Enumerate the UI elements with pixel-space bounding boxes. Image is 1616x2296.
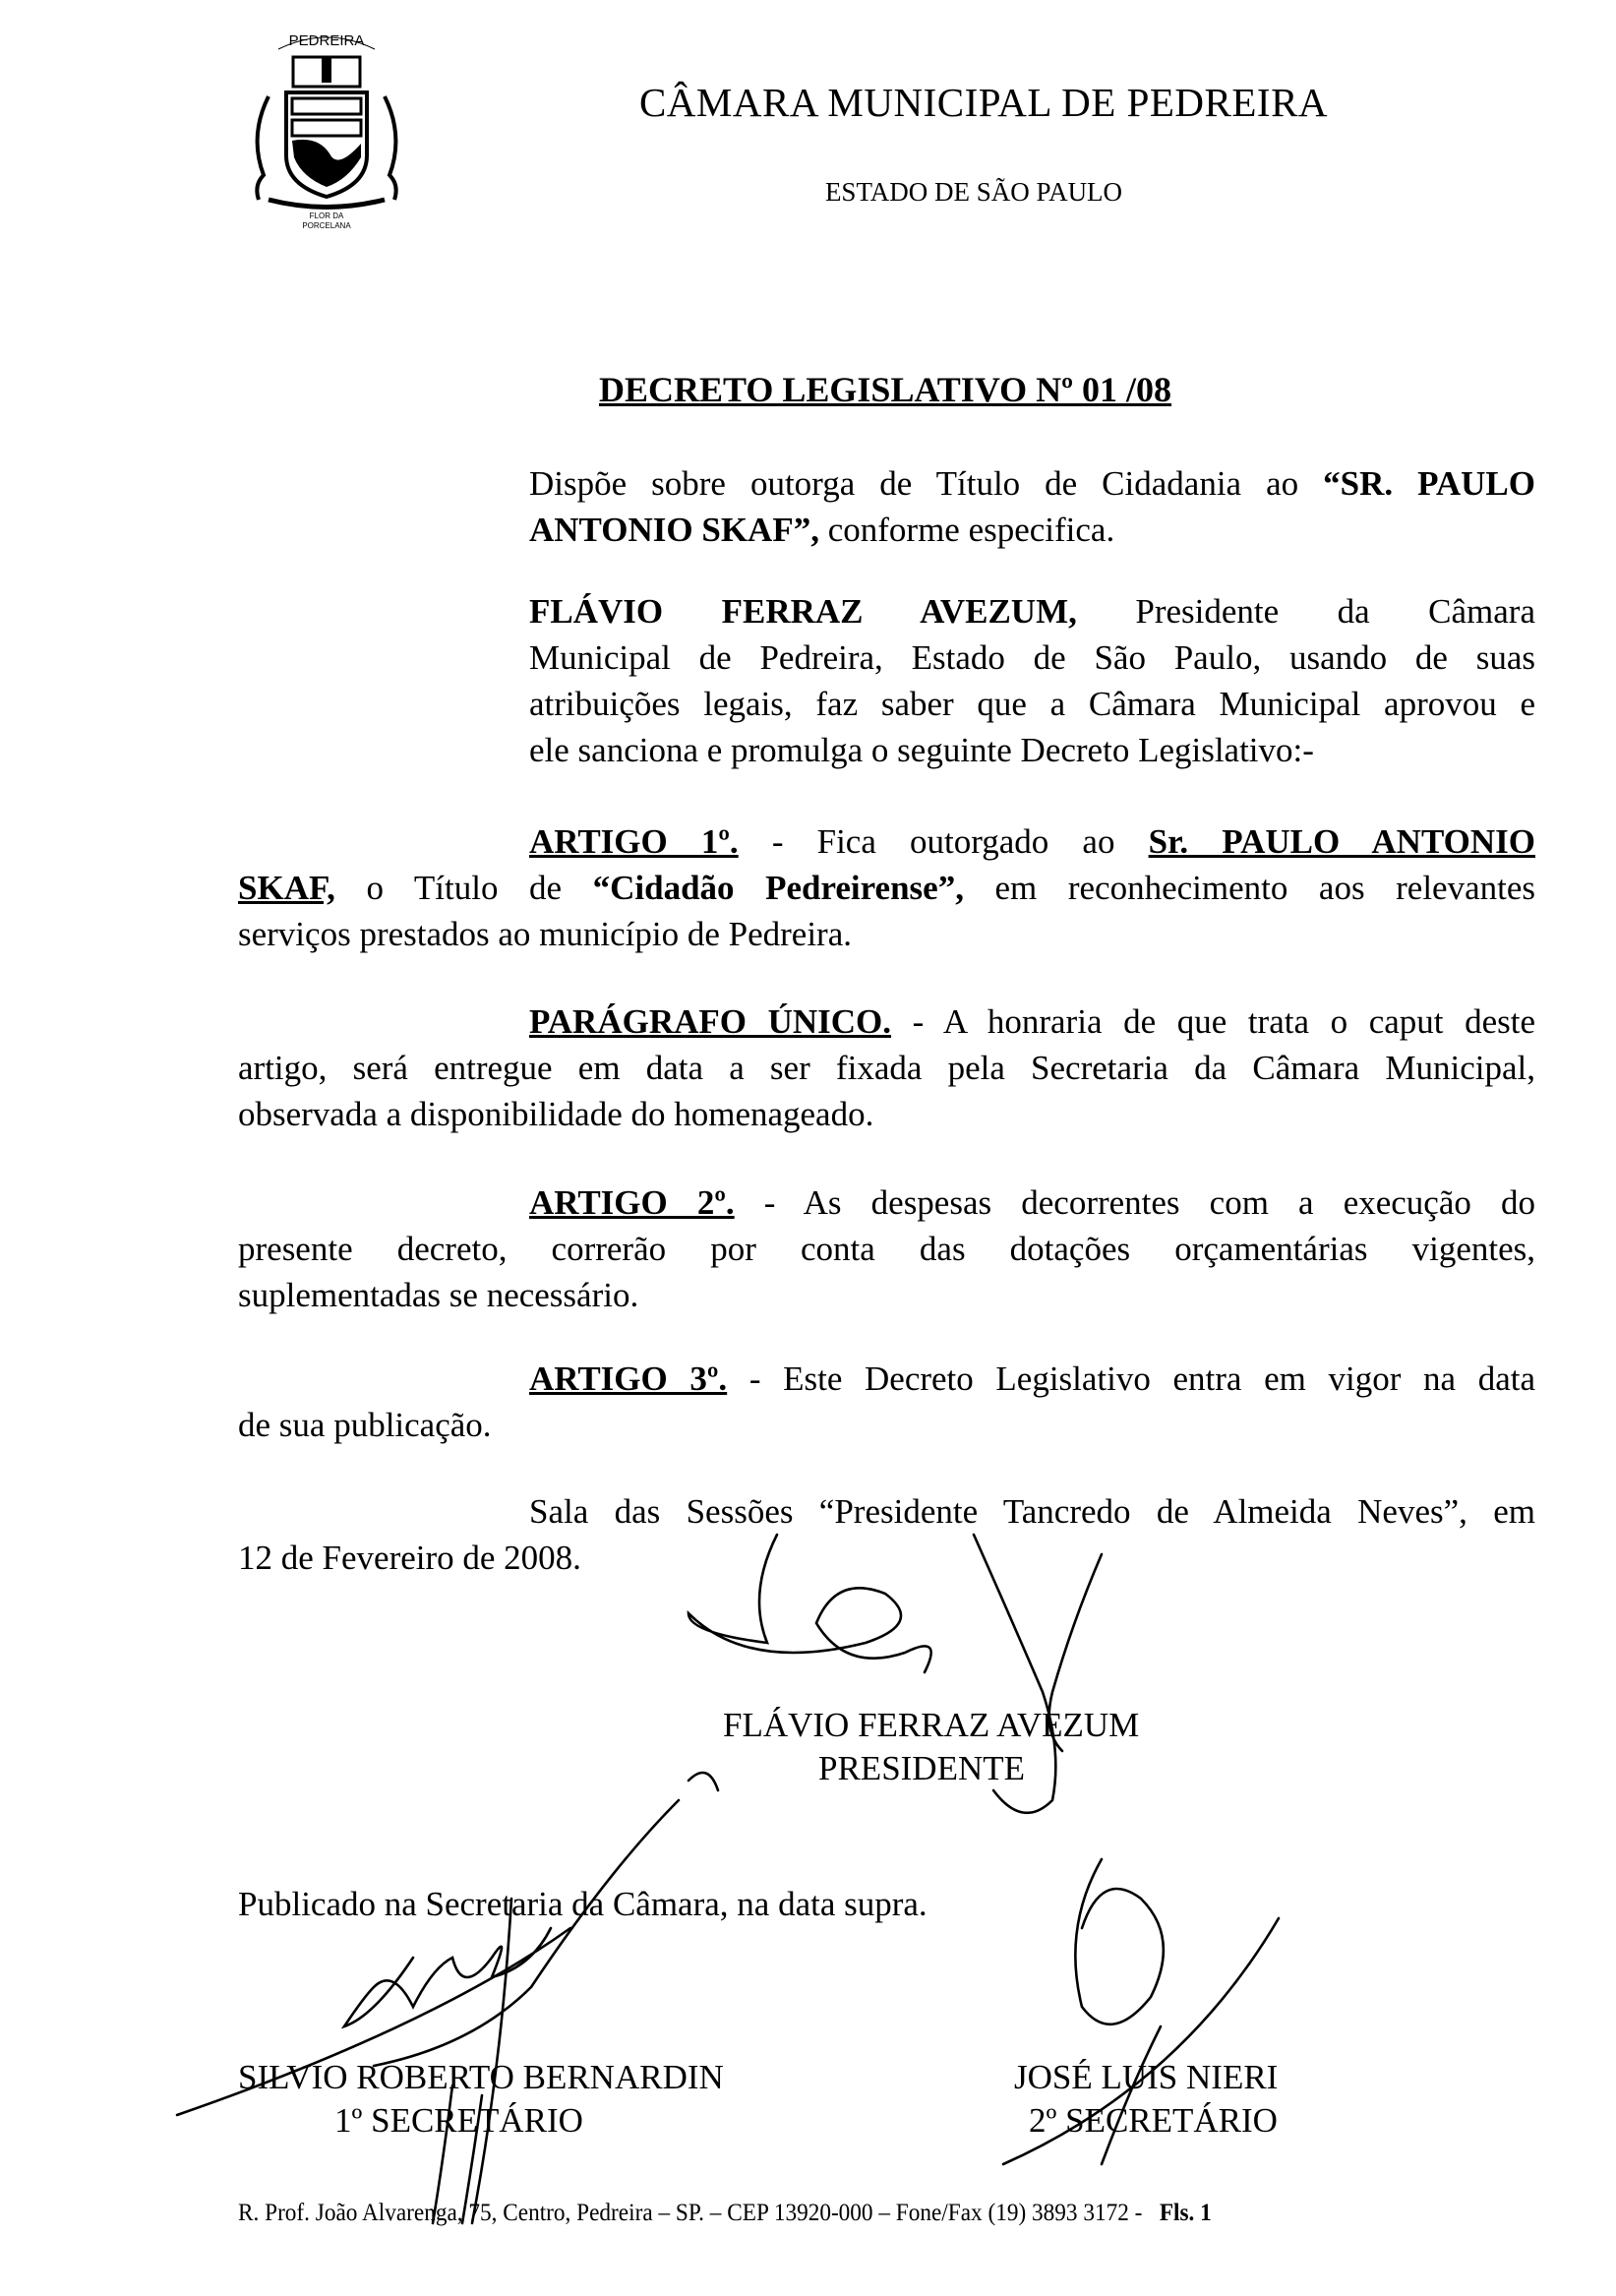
emphasized-text: ARTIGO 3º. bbox=[529, 1359, 728, 1398]
decree-title: DECRETO LEGISLATIVO Nº 01 /08 bbox=[599, 370, 1171, 409]
text-segment: serviços prestados ao município de Pedreira. bbox=[238, 915, 852, 953]
text-segment: ele sanciona e promulga o seguinte Decreto Legislativo:- bbox=[529, 731, 1314, 769]
emphasized-text: SKAF, bbox=[238, 869, 335, 907]
paragraph-preamble bbox=[529, 588, 1535, 773]
text-line bbox=[238, 1402, 1535, 1448]
emphasized-text: ARTIGO 1º. bbox=[529, 822, 739, 861]
text-line bbox=[238, 818, 1535, 865]
paragraph-sala-das-sessoes bbox=[238, 1488, 1535, 1581]
paragraph-artigo-2 bbox=[238, 1179, 1535, 1318]
text-segment: o Título de bbox=[334, 869, 593, 907]
text-line bbox=[238, 1535, 1535, 1581]
svg-text:PEDREIRA: PEDREIRA bbox=[288, 32, 365, 49]
first-secretary-signature bbox=[177, 1773, 718, 2223]
text-line bbox=[529, 727, 1535, 773]
svg-text:FLOR DA: FLOR DA bbox=[309, 211, 344, 220]
text-segment: atribuições legais, faz saber que a Câmara Municipal aprovou e bbox=[529, 685, 1535, 723]
president-role: PRESIDENTE bbox=[818, 1749, 1025, 1787]
text-line bbox=[238, 998, 1535, 1045]
first-secretary-role: 1º SECRETÁRIO bbox=[334, 2101, 583, 2140]
coat-of-arms-logo bbox=[239, 28, 414, 230]
page-number: Fls. 1 bbox=[1159, 2200, 1212, 2226]
footer-address: R. Prof. João Alvarenga, 75, Centro, Pedreira – SP. – CEP 13920-000 – Fone/Fax (19) 3893 3172 - bbox=[238, 2200, 1143, 2226]
president-name: FLÁVIO FERRAZ AVEZUM bbox=[723, 1706, 1140, 1744]
text-line bbox=[529, 681, 1535, 727]
text-segment: conforme especifica. bbox=[818, 511, 1115, 549]
text-segment: observada a disponibilidade do homenageado. bbox=[238, 1095, 874, 1133]
text-segment: - Este Decreto Legislativo entra em vigor na data bbox=[727, 1359, 1535, 1398]
text-line bbox=[238, 1226, 1535, 1272]
institution-title: CÂMARA MUNICIPAL DE PEDREIRA bbox=[638, 80, 1329, 125]
text-segment: - Fica outorgado ao bbox=[738, 822, 1149, 861]
text-segment: Sala das Sessões “Presidente Tancredo de Almeida Neves”, em bbox=[529, 1492, 1535, 1531]
text-line bbox=[238, 1179, 1535, 1226]
text-line bbox=[529, 460, 1535, 507]
first-secretary-name: SILVIO ROBERTO BERNARDIN bbox=[238, 2058, 724, 2096]
emphasized-text: “Cidadão Pedreirense”, bbox=[592, 869, 964, 907]
paragraph-artigo-1 bbox=[238, 818, 1535, 957]
paragraph-artigo-3 bbox=[238, 1356, 1535, 1448]
publication-note: Publicado na Secretaria da Câmara, na data supra. bbox=[238, 1885, 928, 1923]
text-segment: 12 de Fevereiro de 2008. bbox=[238, 1539, 581, 1577]
text-segment: - A honraria de que trata o caput deste bbox=[891, 1002, 1535, 1041]
text-segment: suplementadas se necessário. bbox=[238, 1276, 639, 1314]
footer bbox=[238, 2200, 1212, 2227]
text-segment: Municipal de Pedreira, Estado de São Paulo, usando de suas bbox=[529, 638, 1535, 677]
state-subtitle: ESTADO DE SÃO PAULO bbox=[824, 177, 1123, 207]
text-line bbox=[529, 507, 1535, 553]
text-line bbox=[529, 634, 1535, 681]
text-segment: de sua publicação. bbox=[238, 1406, 492, 1444]
text-segment: presente decreto, correrão por conta das dotações orçamentárias vigentes, bbox=[238, 1230, 1535, 1268]
emphasized-text: PARÁGRAFO ÚNICO. bbox=[529, 1002, 892, 1041]
text-segment: artigo, será entregue em data a ser fixada pela Secretaria da Câmara Municipal, bbox=[238, 1049, 1535, 1087]
emphasized-text: “SR. PAULO bbox=[1323, 464, 1535, 503]
svg-text:PORCELANA: PORCELANA bbox=[302, 221, 351, 230]
second-secretary-role: 2º SECRETÁRIO bbox=[1029, 2101, 1278, 2140]
text-line bbox=[238, 1356, 1535, 1402]
paragraph-ementa bbox=[529, 460, 1535, 553]
text-segment: - As despesas decorrentes com a execução do bbox=[734, 1183, 1535, 1222]
text-line bbox=[238, 1091, 1535, 1137]
text-segment: Presidente da Câmara bbox=[1076, 592, 1535, 631]
text-segment: em reconhecimento aos relevantes bbox=[963, 869, 1535, 907]
paragraph-paragrafo-unico bbox=[238, 998, 1535, 1137]
text-line bbox=[238, 1045, 1535, 1091]
emphasized-text: FLÁVIO FERRAZ AVEZUM, bbox=[529, 592, 1077, 631]
emphasized-text: Sr. PAULO ANTONIO bbox=[1148, 822, 1535, 861]
text-line bbox=[529, 588, 1535, 634]
text-segment: Dispõe sobre outorga de Título de Cidadania ao bbox=[529, 464, 1324, 503]
second-secretary-name: JOSÉ LUIS NIERI bbox=[1014, 2058, 1279, 2096]
text-line bbox=[238, 1488, 1535, 1535]
text-line bbox=[238, 1272, 1535, 1318]
emphasized-text: ANTONIO SKAF”, bbox=[529, 511, 819, 549]
emphasized-text: ARTIGO 2º. bbox=[529, 1183, 735, 1222]
text-line bbox=[238, 911, 1535, 957]
text-line bbox=[238, 865, 1535, 911]
